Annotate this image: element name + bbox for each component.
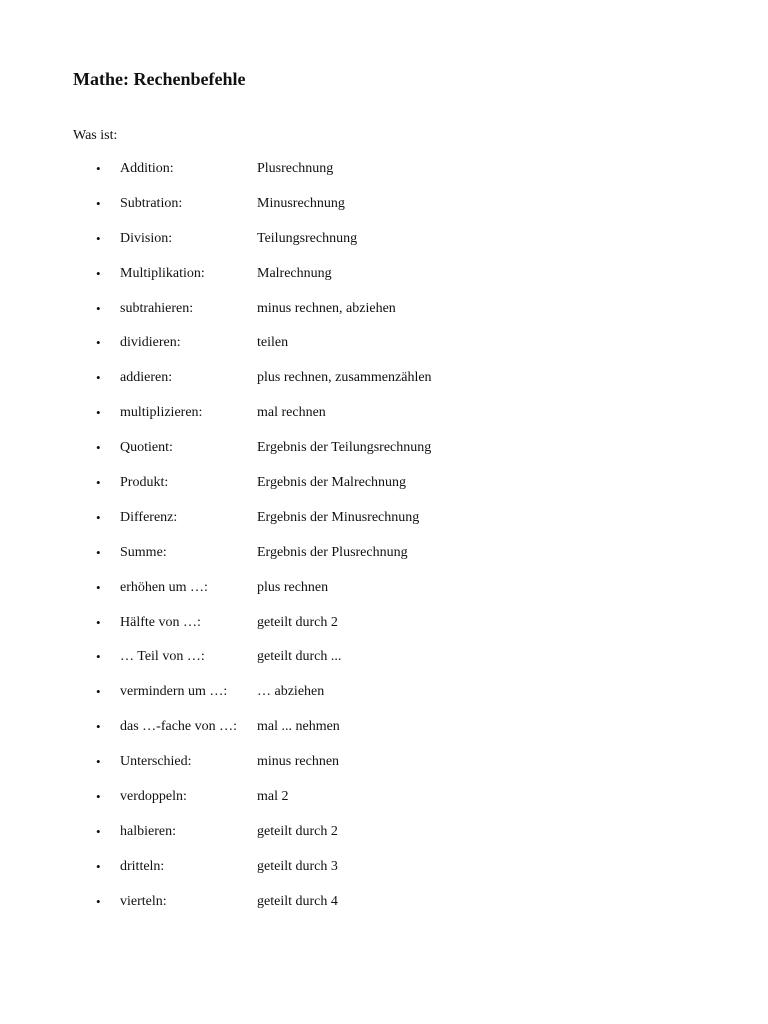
list-item (0, 403, 768, 438)
list-item (0, 787, 768, 822)
term-label: das …-fache von …: (120, 719, 238, 735)
bullet-icon: • (96, 300, 101, 316)
bullet-icon: • (96, 579, 101, 595)
bullet-icon: • (96, 789, 101, 805)
term-meaning: geteilt durch 4 (257, 893, 338, 909)
list-item (0, 194, 768, 229)
list-item (0, 159, 768, 194)
term-label: Differenz: (120, 509, 178, 525)
term-label: erhöhen um …: (120, 579, 208, 595)
term-label: Addition: (120, 161, 174, 176)
intro-text: Was ist: (73, 128, 118, 143)
term-meaning: geteilt durch 2 (257, 823, 338, 839)
list-item (0, 717, 768, 752)
term-label: verdoppeln: (120, 789, 187, 805)
bullet-icon: • (96, 544, 101, 560)
list-item (0, 613, 768, 648)
term-label: Quotient: (120, 440, 173, 456)
term-meaning: plus rechnen, zusammenzählen (257, 370, 432, 386)
list-item (0, 752, 768, 787)
term-label: Summe: (120, 544, 167, 560)
term-meaning: minus rechnen, abziehen (257, 300, 396, 316)
term-label: Multiplikation: (120, 265, 205, 281)
term-label: halbieren: (120, 823, 176, 839)
list-item (0, 578, 768, 613)
term-meaning: Plusrechnung (257, 161, 334, 176)
bullet-icon: • (96, 230, 101, 246)
term-meaning: mal 2 (257, 789, 289, 805)
term-label: Produkt: (120, 475, 169, 491)
bullet-icon: • (96, 823, 101, 839)
term-label: dividieren: (120, 335, 181, 351)
term-meaning: … abziehen (257, 684, 325, 700)
term-label: vierteln: (120, 893, 167, 909)
bullet-icon: • (96, 684, 101, 700)
term-label: Subtration: (120, 195, 183, 211)
bullet-icon: • (96, 509, 101, 525)
term-meaning: mal ... nehmen (257, 719, 340, 735)
term-meaning: Ergebnis der Plusrechnung (257, 544, 408, 560)
list-item (0, 229, 768, 264)
list-item (0, 299, 768, 334)
bullet-icon: • (96, 335, 101, 351)
term-meaning: Ergebnis der Teilungsrechnung (257, 440, 432, 456)
list-item (0, 892, 768, 927)
term-label: Division: (120, 230, 173, 246)
bullet-icon: • (96, 195, 101, 211)
bullet-icon: • (96, 754, 101, 770)
term-meaning: mal rechnen (257, 405, 326, 421)
bullet-icon: • (96, 161, 101, 176)
list-item (0, 368, 768, 403)
term-meaning: plus rechnen (257, 579, 329, 595)
list-item (0, 647, 768, 682)
bullet-icon: • (96, 719, 101, 735)
term-meaning: Malrechnung (257, 265, 332, 281)
bullet-icon: • (96, 475, 101, 491)
term-meaning: geteilt durch 3 (257, 858, 338, 874)
bullet-icon: • (96, 614, 101, 630)
term-label: dritteln: (120, 858, 165, 874)
document-title: Mathe: Rechenbefehle (73, 69, 246, 89)
list-item (0, 264, 768, 299)
term-label: vermindern um …: (120, 684, 228, 700)
term-label: Unterschied: (120, 754, 192, 770)
list-item (0, 857, 768, 892)
bullet-icon: • (96, 370, 101, 386)
bullet-icon: • (96, 440, 101, 456)
list-item (0, 508, 768, 543)
bullet-icon: • (96, 858, 101, 874)
term-label: Hälfte von …: (120, 614, 201, 630)
term-meaning: Ergebnis der Malrechnung (257, 475, 407, 491)
term-meaning: Teilungsrechnung (257, 230, 358, 246)
term-meaning: Ergebnis der Minusrechnung (257, 509, 420, 525)
bullet-icon: • (96, 649, 101, 665)
list-item (0, 543, 768, 578)
list-item (0, 822, 768, 857)
list-item (0, 473, 768, 508)
term-meaning: geteilt durch ... (257, 649, 342, 665)
term-label: multiplizieren: (120, 405, 203, 421)
list-item (0, 682, 768, 717)
list-item (0, 438, 768, 473)
term-meaning: geteilt durch 2 (257, 614, 338, 630)
term-label: addieren: (120, 370, 173, 386)
term-label: … Teil von …: (120, 649, 205, 665)
bullet-icon: • (96, 265, 101, 281)
term-list (0, 159, 768, 927)
term-meaning: Minusrechnung (257, 195, 345, 211)
term-label: subtrahieren: (120, 300, 194, 316)
bullet-icon: • (96, 893, 101, 909)
bullet-icon: • (96, 405, 101, 421)
term-meaning: teilen (257, 335, 289, 351)
term-meaning: minus rechnen (257, 754, 340, 770)
list-item (0, 333, 768, 368)
